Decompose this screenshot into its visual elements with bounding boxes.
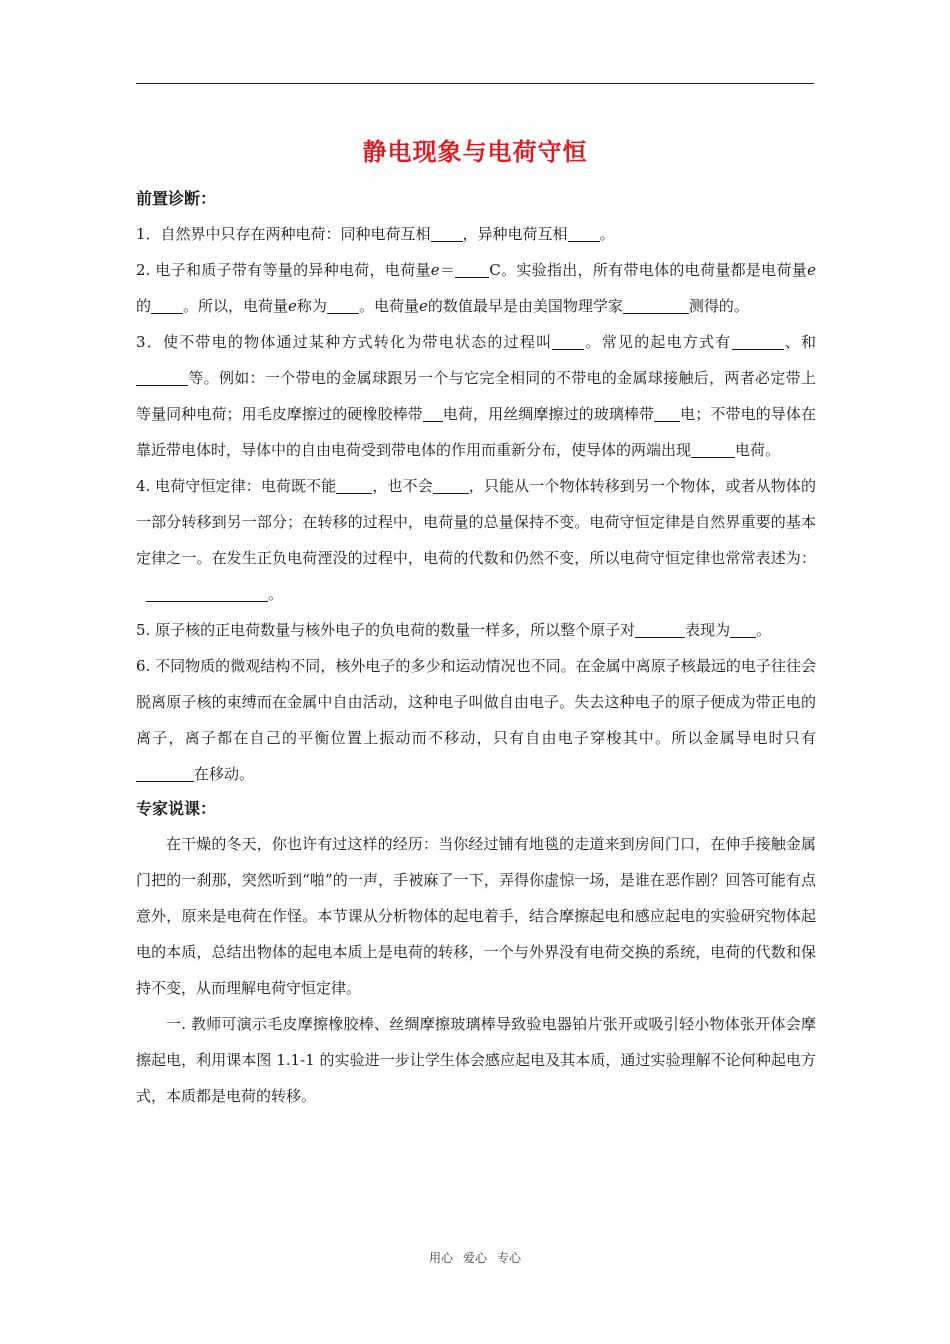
question-6: 6. 不同物质的微观结构不同，核外电子的多少和运动情况也不同。在金属中离原子核最远的电子往往会脱离原子核的束缚而在金属中自由活动，这种电子叫做自由电子。失去这种电子的原子便成为带正电的离子，离子都在自己的平衡位置上振动而不移动，只有自由电子穿梭其中。所以金属导电时只有在移动。 (136, 657, 816, 783)
answer-blank (433, 477, 469, 494)
answer-blank (336, 477, 372, 494)
document-body (136, 182, 816, 1114)
answer-blank (136, 765, 194, 782)
section-heading-expert: 专家说课： (136, 799, 217, 818)
section-heading-diagnosis: 前置诊断： (136, 189, 217, 208)
answer-blank (151, 297, 183, 314)
answer-blank (455, 261, 489, 278)
question-4: 4. 电荷守恒定律：电荷既不能 ，也不会 ，只能从一个物体转移到另一个物体，或者从物体的一部分转移到另一部分；在转移的过程中，电荷量的总量保持不变。电荷守恒定律是自然界重要的基本定律之一。在发生正负电荷湮没的过程中，电荷的代数和仍然不变，所以电荷守恒定律也常常表述为：。 (136, 477, 816, 603)
page-footer: 用心 爱心 专心 (428, 1251, 522, 1265)
expert-paragraph-2: 一. 教师可演示毛皮摩擦橡胶棒、丝绸摩擦玻璃棒导致验电器铂片张开或吸引轻小物体张开体会摩擦起电，利用课本图 1.1-1 的实验进一步让学生体会感应起电及其本质，通过实验理解不论何种起电方式，本质都是电荷的转移。 (136, 1015, 816, 1105)
page-title: 静电现象与电荷守恒 (362, 138, 588, 166)
answer-blank (431, 225, 463, 242)
header-rule (136, 83, 814, 84)
answer-blank (623, 297, 689, 314)
answer-blank (732, 333, 784, 350)
answer-blank (568, 225, 600, 242)
question-3: 3．使不带电的物体通过某种方式转化为带电状态的过程叫 。常见的起电方式有 、和等。例如：一个带电的金属球跟另一个与它完全相同的不带电的金属球接触后，两者必定带上等量同种电荷；用毛皮摩擦过的硬橡胶棒带 电荷，用丝绸摩擦过的玻璃棒带 电；不带电的导体在靠近带电体时，导体中的自由电荷受到带电体的作用而重新分布，使导体的两端出现 电荷。 (136, 333, 816, 459)
answer-blank (552, 333, 584, 350)
answer-blank (327, 297, 359, 314)
answer-blank (146, 585, 268, 602)
answer-blank (635, 621, 685, 638)
answer-blank (691, 441, 735, 458)
answer-blank (730, 621, 756, 638)
answer-blank (654, 405, 680, 422)
expert-paragraph-1: 在干燥的冬天，你也许有过这样的经历：当你经过铺有地毯的走道来到房间门口，在伸手接触金属门把的一刹那，突然听到“啪”的一声，手被麻了一下，弄得你虚惊一场，是谁在恶作剧？回答可能有点意外，原来是电荷在作怪。本节课从分析物体的起电着手，结合摩擦起电和感应起电的实验研究物体起电的本质，总结出物体的起电本质上是电荷的转移，一个与外界没有电荷交换的系统，电荷的代数和保持不变，从而理解电荷守恒定律。 (136, 835, 816, 997)
question-2: 2. 电子和质子带有等量的异种电荷，电荷量e＝ C。实验指出，所有带电体的电荷量都是电荷量e的 。所以，电荷量e称为 。电荷量e的数值最早是由美国物理学家 测得的。 (136, 261, 816, 315)
question-1: 1．自然界中只存在两种电荷：同种电荷互相 ，异种电荷互相 。 (136, 225, 615, 243)
answer-blank (136, 369, 188, 386)
question-5: 5. 原子核的正电荷数量与核外电子的负电荷的数量一样多，所以整个原子对 表现为 。 (136, 621, 772, 639)
answer-blank (423, 405, 443, 422)
